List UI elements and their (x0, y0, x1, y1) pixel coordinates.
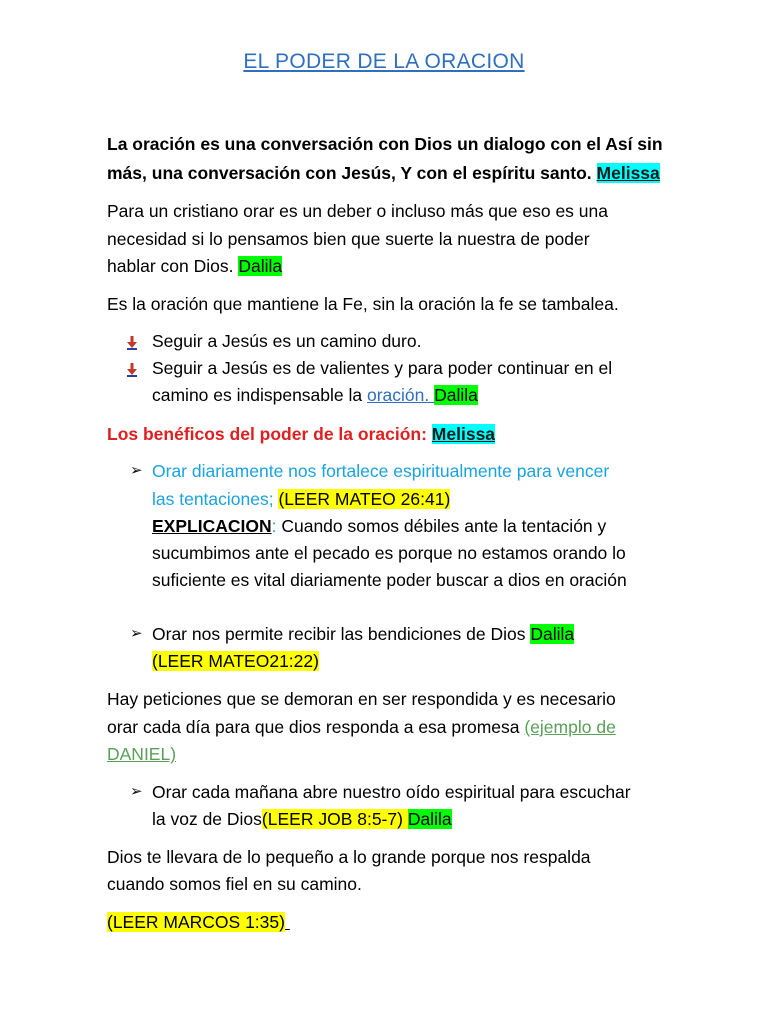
arrow-bullet-icon: ➢ (130, 783, 143, 800)
arrow-bullet-icon: ➢ (130, 625, 143, 642)
benefit-2-line-1 (152, 622, 574, 646)
author-tag-dalila: Dalila (434, 385, 478, 405)
benefits-heading (107, 422, 495, 446)
para2-line-1: Para un cristiano orar es un deber o incluso más que eso es una (107, 201, 608, 221)
bullet-item-1: Seguir a Jesús es un camino duro. (152, 331, 422, 351)
explanation-line-3: suficiente es vital diariamente poder buscar a dios en oración (152, 570, 627, 590)
explanation-line-2: sucumbimos ante el pecado es porque no estamos orando lo (152, 543, 626, 563)
author-tag-dalila: Dalila (407, 809, 452, 829)
oracion-link[interactable]: oración. (367, 385, 435, 405)
author-tag-melissa: Melissa (596, 163, 660, 183)
benefits-heading-text: Los benéficos del poder de la oración: (107, 424, 432, 444)
daniel-example-link[interactable]: (ejemplo de (524, 717, 616, 737)
item3-text: la voz de Dios (152, 809, 262, 829)
author-tag-dalila: Dalila (530, 624, 575, 644)
para2-line-3-text: hablar con Dios. (107, 256, 239, 276)
author-tag-melissa: Melissa (431, 424, 496, 444)
para4-line-3 (107, 742, 176, 766)
item3-line-1: Orar cada mañana abre nuestro oído espiritual para escuchar (152, 782, 631, 802)
para5-line-1: Dios te llevara de lo pequeño a lo grande porque nos respalda (107, 847, 591, 867)
item3-line-2 (152, 807, 452, 831)
para4-line-2-text: orar cada día para que dios responda a esa promesa (107, 717, 525, 737)
para4-line-1: Hay peticiones que se demoran en ser respondida y es necesario (107, 689, 616, 709)
arrow-bullet-icon: ➢ (130, 462, 143, 479)
explanation-text-1: Cuando somos débiles ante la tentación y (276, 516, 607, 536)
benefit-1-line-1: Orar diariamente nos fortalece espiritualmente para vencer (152, 461, 610, 481)
scripture-ref-mateo-21-22: (LEER MATEO21:22) (152, 651, 319, 671)
intro-line-2 (107, 161, 660, 185)
document-title: EL PODER DE LA ORACION (243, 50, 525, 73)
benefit-2-text: Orar nos permite recibir las bendiciones de Dios (152, 624, 531, 644)
scripture-ref-marcos-1-35: (LEER MARCOS 1:35) (107, 912, 285, 932)
benefit-1-line-2 (152, 487, 450, 511)
explanation-colon: : (271, 516, 277, 536)
para3-line: Es la oración que mantiene la Fe, sin la oración la fe se tambalea. (107, 294, 619, 314)
author-tag-dalila: Dalila (238, 256, 283, 276)
scripture-ref-mateo-26-41: (LEER MATEO 26:41) (278, 489, 451, 509)
para4-line-2 (107, 715, 616, 739)
bullet-item-2-line-2 (152, 383, 478, 407)
intro-line-2-text: más, una conversación con Jesús, Y con el espíritu santo. (107, 163, 597, 183)
benefit-2-line-2 (152, 649, 319, 673)
final-ref-trailing-space (285, 912, 290, 932)
diamond-bullet-icon (127, 336, 137, 350)
para2-line-3 (107, 254, 282, 278)
scripture-ref-job-8-5-7: (LEER JOB 8:5-7) (261, 809, 408, 829)
daniel-example-link-cont[interactable]: DANIEL) (107, 744, 177, 764)
bullet-item-2-line-1: Seguir a Jesús es de valientes y para poder continuar en el (152, 358, 613, 378)
explanation-line-1 (152, 514, 606, 538)
explanation-label: EXPLICACION (152, 516, 272, 536)
diamond-bullet-icon (127, 363, 137, 377)
bullet-item-2-text: camino es indispensable la (152, 385, 367, 405)
para5-line-2: cuando somos fiel en su camino. (107, 874, 362, 894)
benefit-1-text: las tentaciones; (152, 489, 279, 509)
intro-line-1: La oración es una conversación con Dios un dialogo con el Así sin (107, 134, 663, 154)
para2-line-2: necesidad si lo pensamos bien que suerte la nuestra de poder (107, 229, 590, 249)
final-ref-line (107, 910, 290, 934)
